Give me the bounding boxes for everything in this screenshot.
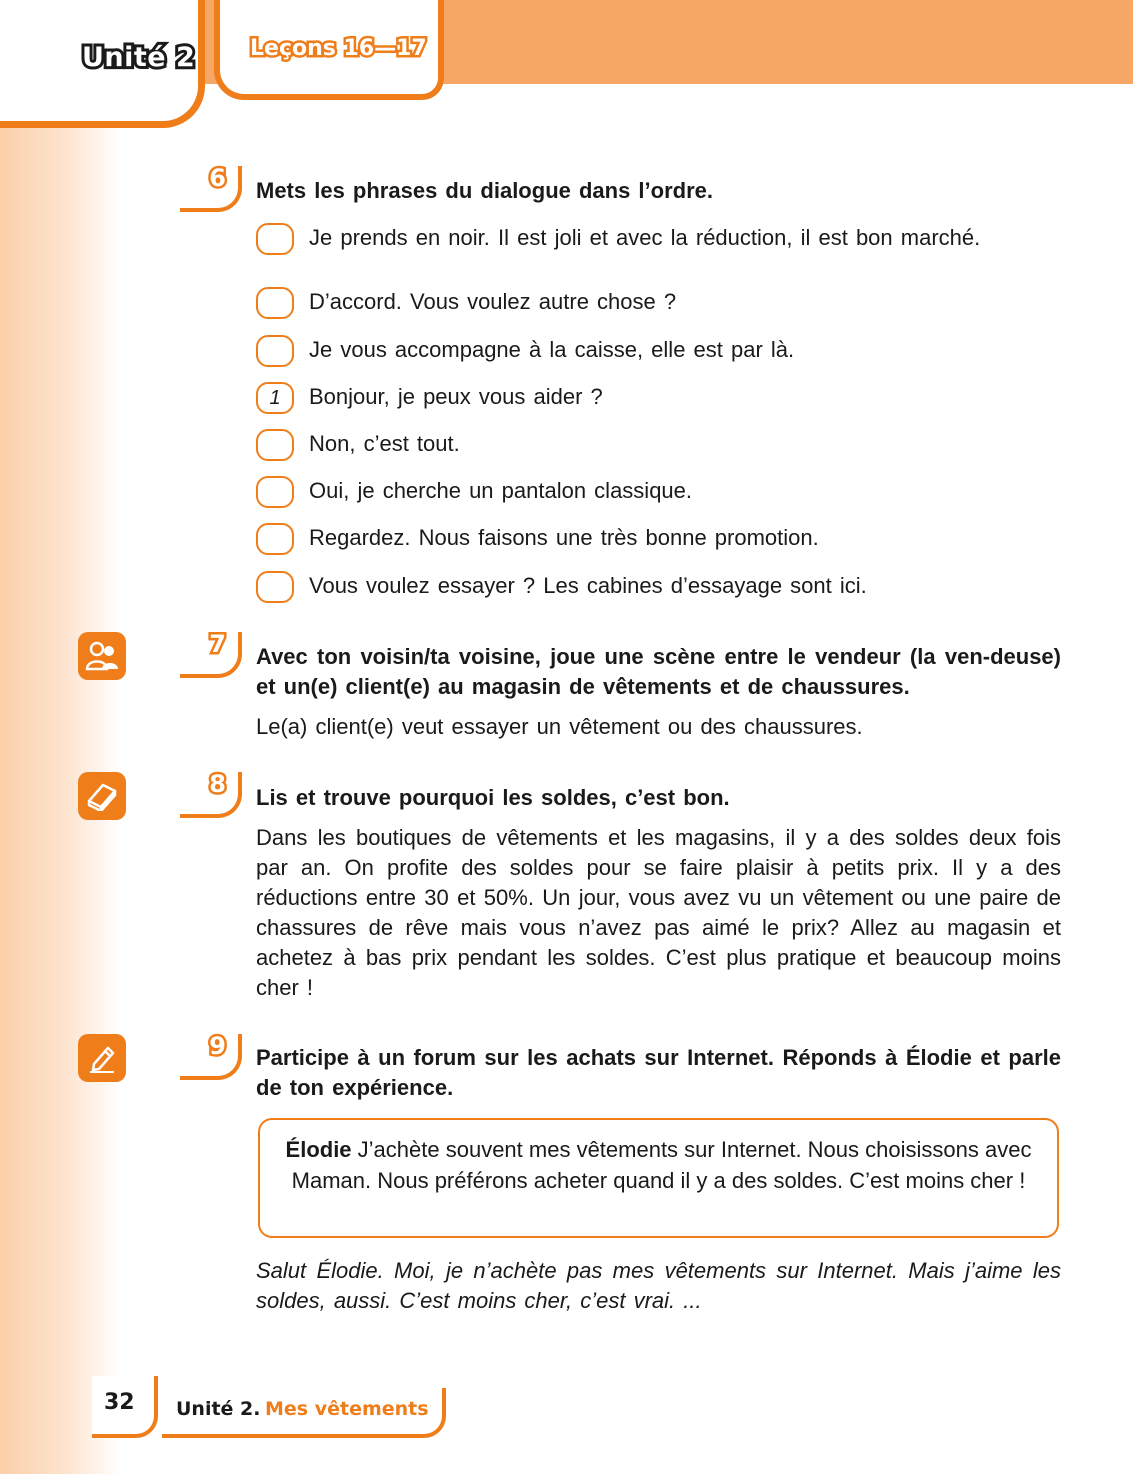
answer-box[interactable]: [256, 429, 294, 461]
dialogue-line: Vous voulez essayer ? Les cabines d’essayage sont ici.: [309, 573, 867, 598]
writing-pencil-icon: [78, 1034, 126, 1082]
answer-box[interactable]: [256, 223, 294, 255]
quote-text: J’achète souvent mes vêtements sur Internet. Nous choisissons avec Maman. Nous préférons acheter quand il y a des soldes. C’est moins cher !: [291, 1137, 1032, 1193]
exercise-number-8: 8: [180, 772, 242, 818]
exercise-8-instruction: Lis et trouve pourquoi les soldes, c’est bon.: [256, 785, 730, 810]
exercise-number-9: 9: [180, 1034, 242, 1080]
answer-box[interactable]: [256, 571, 294, 603]
exercise-6-instruction: Mets les phrases du dialogue dans l’ordre.: [256, 178, 714, 203]
exercise-8-text: Dans les boutiques de vêtements et les magasins, il y a des soldes deux fois par an. On profite des soldes pour se faire plaisir à petits prix. Il y a des réductions entre 30 et 50%. Un jour, vous avez vu un vêtement ou une paire de chassures de rêve mais vous n’avez pas aimé le prix? Allez au magasin et achetez à bas prix pendant les soldes. C’est plus pratique et beaucoup moins cher !: [256, 825, 1061, 1000]
lessons-title: Leçons 16—17: [250, 36, 427, 61]
dialogue-line: Je vous accompagne à la caisse, elle est par là.: [309, 337, 795, 362]
exercise-7-instruction: Avec ton voisin/ta voisine, joue une scène entre le vendeur (la ven-deuse) et un(e) client(e) au magasin de vêtements et de chaussures.: [256, 644, 1061, 699]
exercise-9-instruction: Participe à un forum sur les achats sur Internet. Réponds à Élodie et parle de ton expérience.: [256, 1045, 1061, 1100]
exercise-number-7: 7: [180, 632, 242, 678]
reading-book-icon: [78, 772, 126, 820]
unit-title: Unité 2: [82, 42, 196, 73]
dialogue-line: Je prends en noir. Il est joli et avec la réduction, il est bon marché.: [309, 225, 981, 250]
dialogue-line: Non, c’est tout.: [309, 431, 460, 456]
dialogue-line: Bonjour, je peux vous aider ?: [309, 384, 603, 409]
answer-box[interactable]: [256, 335, 294, 367]
footer-chapter: Mes vêtements: [265, 1398, 429, 1420]
left-margin-gradient: [0, 0, 120, 1474]
footer-unit: Unité 2.: [176, 1398, 261, 1420]
answer-box[interactable]: [256, 476, 294, 508]
answer-box[interactable]: [256, 287, 294, 319]
exercise-7-text: Le(a) client(e) veut essayer un vêtement ou des chaussures.: [256, 714, 863, 739]
exercise-number-6: 6: [180, 166, 242, 212]
dialogue-line: D’accord. Vous voulez autre chose ?: [309, 289, 677, 314]
quote-author: Élodie: [285, 1137, 352, 1162]
forum-quote-box: [258, 1118, 1059, 1238]
dialogue-line: Oui, je cherche un pantalon classique.: [309, 478, 693, 503]
answer-box[interactable]: 1: [256, 382, 294, 414]
dialogue-line: Regardez. Nous faisons une très bonne promotion.: [309, 525, 819, 550]
page-number: 32: [92, 1376, 158, 1438]
exercise-9-answer-start: Salut Élodie. Moi, je n’achète pas mes vêtements sur Internet. Mais j’aime les soldes, aussi. C’est moins cher, c’est vrai. ...: [256, 1258, 1061, 1313]
answer-box[interactable]: [256, 523, 294, 555]
pair-work-icon: [78, 632, 126, 680]
